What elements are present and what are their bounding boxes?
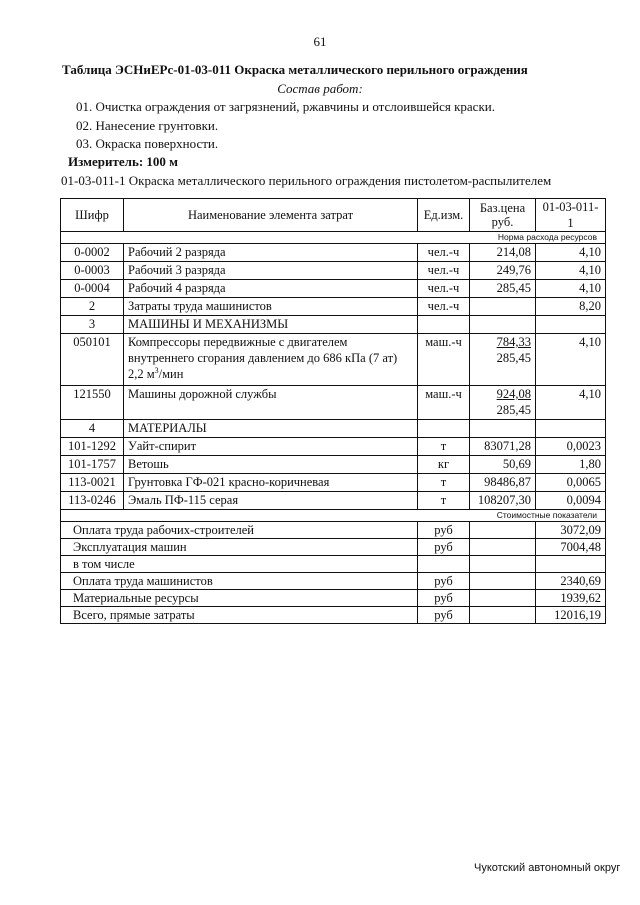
header-unit: Ед.изм. — [418, 199, 470, 232]
header-name: Наименование элемента затрат — [124, 199, 418, 232]
measure-unit: Измеритель: 100 м — [68, 154, 179, 169]
work-composition-heading: Состав работ: — [277, 81, 363, 96]
table-row: 101-1292 Уайт-спирит т 83071,28 0,0023 — [61, 438, 606, 456]
total-row: Эксплуатация машин руб 7004,48 — [61, 539, 606, 556]
table-row: 050101 Компрессоры передвижные с двигателем внутреннего сгорания давлением до 686 кПа (7 ат) 2,2 $м^3$/мин маш.-ч 784,33 285,45 4,10 — [61, 334, 606, 386]
section-row: 3 МАШИНЫ И МЕХАНИЗМЫ — [61, 316, 606, 334]
table-row: 2 Затраты труда машинистов чел.-ч 8,20 — [61, 298, 606, 316]
section-row: 4 МАТЕРИАЛЫ — [61, 420, 606, 438]
total-row: Оплата труда машинистов руб 2340,69 — [61, 573, 606, 590]
table-row: 121550 Машины дорожной службы маш.-ч 924,08 285,45 4,10 — [61, 386, 606, 420]
header-price: Баз.цена руб. — [470, 199, 536, 232]
table-row: 101-1757 Ветошь кг 50,69 1,80 — [61, 456, 606, 474]
page-title: Таблица ЭСНиЕРс-01-03-011 Окраска металлического перильного ограждения — [62, 62, 528, 77]
cost-table — [60, 198, 606, 624]
table-header-row — [61, 199, 606, 232]
table-row: 0-0004 Рабочий 4 разряда чел.-ч 285,45 4,10 — [61, 280, 606, 298]
header-code: Шифр — [61, 199, 124, 232]
table-row: 0-0002 Рабочий 2 разряда чел.-ч 214,08 4,10 — [61, 244, 606, 262]
total-row: Оплата труда рабочих-строителей руб 3072,09 — [61, 522, 606, 539]
table-row: 113-0246 Эмаль ПФ-115 серая т 108207,30 0,0094 — [61, 492, 606, 510]
work-step: 02. Нанесение грунтовки. — [76, 118, 219, 133]
norm-note: Норма расхода ресурсов — [61, 232, 606, 244]
table-row: 0-0003 Рабочий 3 разряда чел.-ч 249,76 4,10 — [61, 262, 606, 280]
region-footer: Чукотский автономный округ — [474, 862, 621, 874]
header-norm: 01-03-011-1 — [536, 199, 606, 232]
total-row: Материальные ресурсы руб 1939,62 — [61, 590, 606, 607]
table-row: 113-0021 Грунтовка ГФ-021 красно-коричневая т 98486,87 0,0065 — [61, 474, 606, 492]
work-step: 01. Очистка ограждения от загрязнений, ржавчины и отслоившейся краски. — [76, 99, 495, 114]
norm-note-row — [61, 232, 606, 244]
page-number: 61 — [313, 34, 327, 49]
cost-note: Стоимостные показатели — [61, 510, 606, 522]
cost-note-row — [61, 510, 606, 522]
total-row: в том числе — [61, 556, 606, 573]
work-step: 03. Окраска поверхности. — [76, 136, 219, 151]
total-row: Всего, прямые затраты руб 12016,19 — [61, 607, 606, 624]
norm-code-line: 01-03-011-1 Окраска металлического перильного ограждения пистолетом-распылителем — [61, 173, 552, 188]
